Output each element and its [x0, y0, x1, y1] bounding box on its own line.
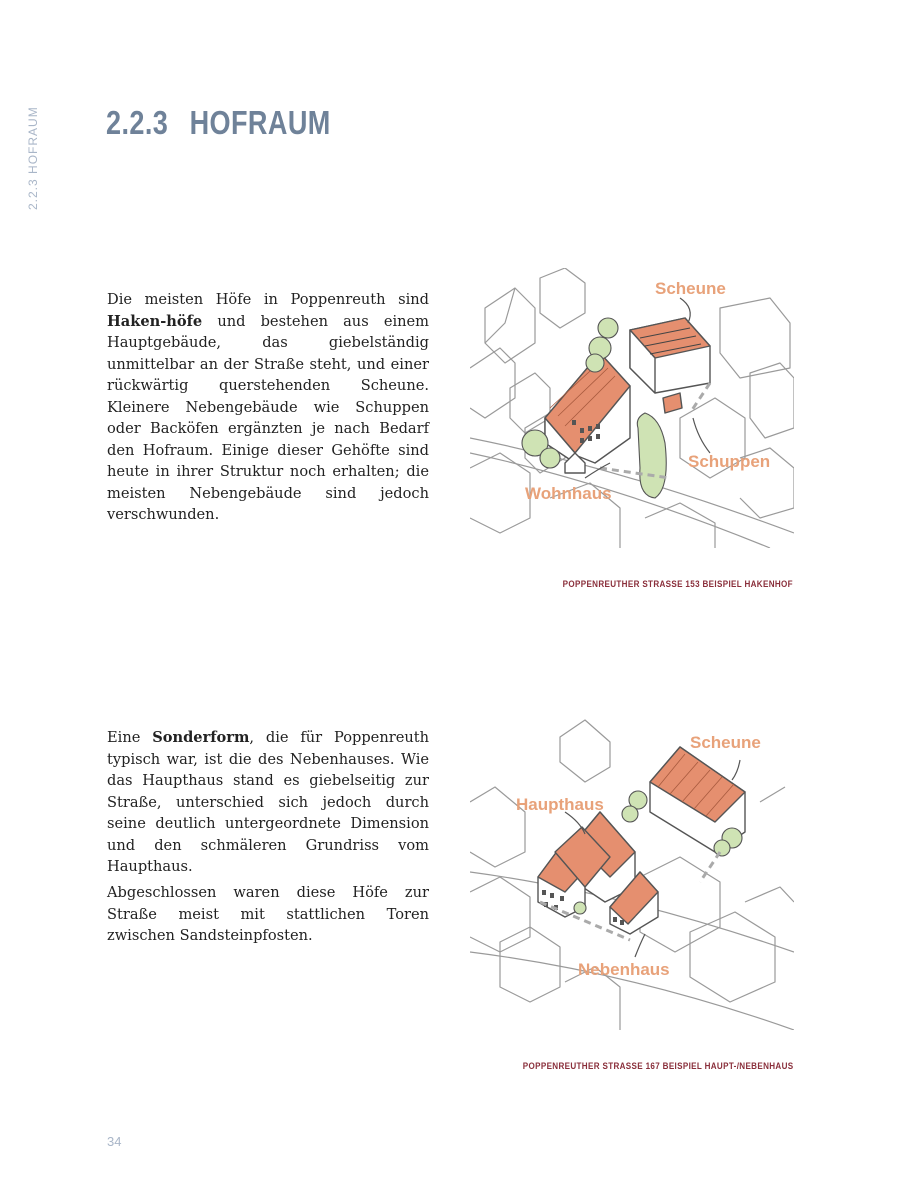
label-scheune: Scheune [690, 733, 761, 752]
hakenhof-illustration [470, 268, 794, 548]
haupt-nebenhaus-illustration [470, 712, 794, 1030]
bold-term-sonderform: Sonderform [152, 729, 250, 746]
paragraph-tore: Abgeschlossen waren diese Höfe zur Straße meist mit stattlichen Toren zwischen Sandsteinpfosten. [107, 884, 429, 944]
figure-hakenhof [470, 268, 794, 548]
paragraph-text: , die für Poppenreuth typisch war, ist die des Nebenhauses. Wie das Haupthaus stand es giebelseitig zur Straße, unterschied sich jedoch durch seine deutlich untergeordnete Dimension und den schmäleren Grundriss vom Haupthaus. [107, 729, 429, 875]
label-nebenhaus: Nebenhaus [578, 960, 670, 979]
page-number: 34 [107, 1134, 122, 1149]
paragraph-sonderform [107, 727, 429, 878]
page-title [106, 104, 331, 142]
paragraph-text: und bestehen aus einem Hauptgebäude, das giebelständig unmittelbar an der Straße steht, und einer rückwärtig querstehenden Scheune. Kleinere Nebengebäude wie Schuppen oder Backöfen ergänzten je nach Bedarf den Hofraum. Einige dieser Gehöfte sind heute in ihrer Struktur noch erhalten; die meisten Nebengebäude sind jedoch verschwunden. [107, 312, 429, 523]
figure-caption-2: POPPENREUTHER STRASSE 167 BEISPIEL HAUPT-/NEBENHAUS [522, 1061, 793, 1072]
section-number: 2.2.3 [106, 104, 169, 141]
paragraph-text: Die meisten Höfe in Poppenreuth sind [107, 291, 429, 308]
label-haupthaus: Haupthaus [516, 795, 604, 814]
label-wohnhaus: Wohnhaus [525, 484, 612, 503]
label-schuppen: Schuppen [688, 452, 771, 471]
section-title: HOFRAUM [189, 104, 331, 141]
side-running-header [26, 106, 46, 210]
figure-haupt-nebenhaus [470, 712, 794, 1030]
label-scheune: Scheune [655, 279, 726, 298]
side-running-header-text: 2.2.3 HOFRAUM [26, 106, 40, 210]
paragraph-text: Eine [107, 729, 153, 746]
bold-term-hakenhoefe: Haken-höfe [107, 312, 203, 330]
figure-caption-1: POPPENREUTHER STRASSE 153 BEISPIEL HAKENHOF [562, 579, 793, 590]
paragraph-hakenhof [107, 289, 429, 526]
